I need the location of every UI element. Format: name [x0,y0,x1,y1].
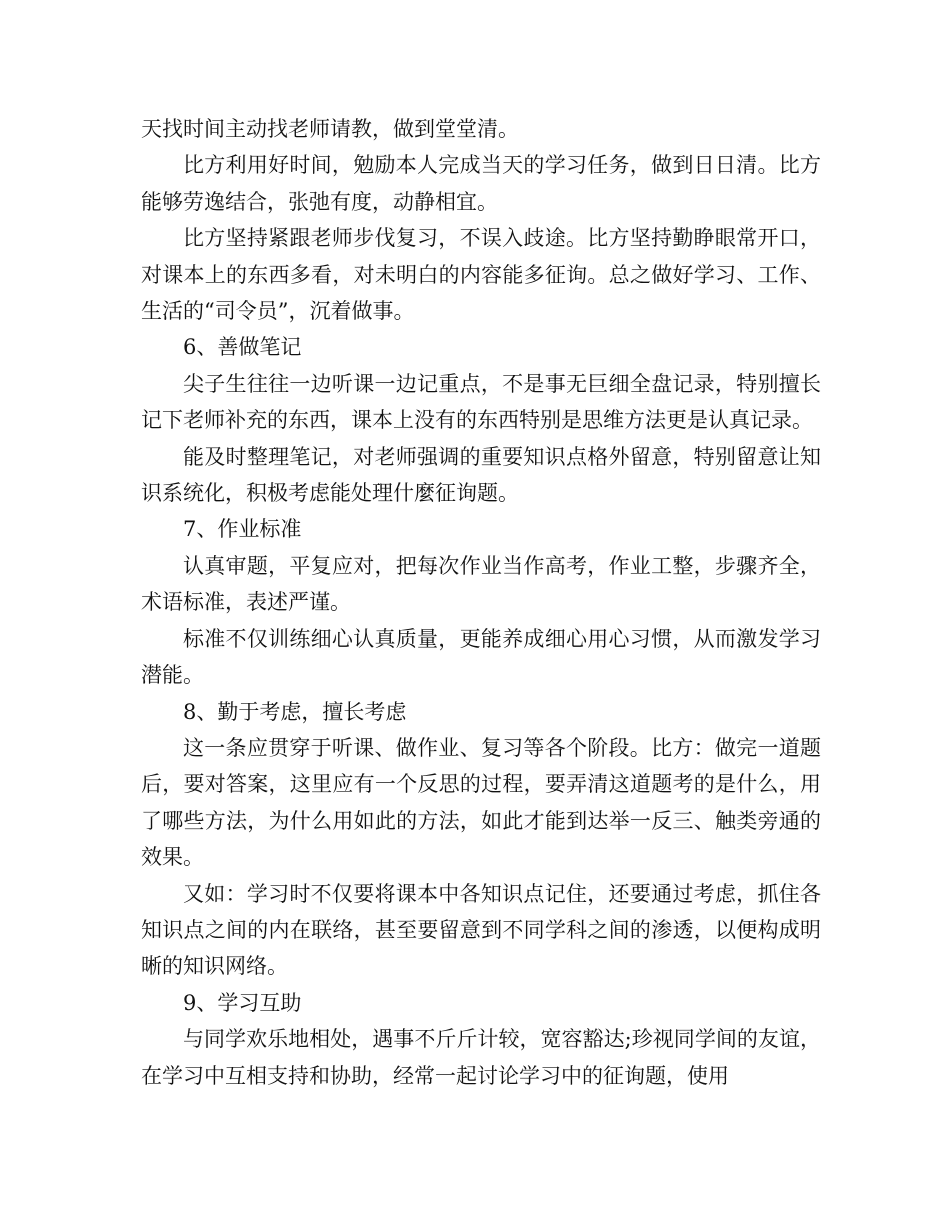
paragraph-knowledge-network: 又如：学习时不仅要将课本中各知识点记住，还要通过考虑，抓住各知识点之间的内在联络，甚至要留意到不同学科之间的渗透，以便构成明晰的知识网络。 [141,881,821,979]
paragraph-classmates: 与同学欢乐地相处，遇事不斤斤计较，宽容豁达;珍视同学间的友谊，在学习中互相支持和协助，经常一起讨论学习中的征询题，使用 [141,1027,821,1088]
heading-8-thinking: 8、勤于考虑，擅长考虑 [183,699,407,724]
paragraph-organize-notes: 能及时整理笔记，对老师强调的重要知识点格外留意，特别留意让知识系统化，积极考虑能处理什麼征询题。 [141,444,821,506]
paragraph-follow-teacher: 比方坚持紧跟老师步伐复习，不误入歧途。比方坚持勤睁眼常开口，对课本上的东西多看，对未明白的内容能多征询。总之做好学习、工作、生活的“司令员”，沉着做事。 [141,226,821,324]
paragraph-note-taking: 尖子生往往一边听课一边记重点，不是事无巨细全盘记录，特别擅长记下老师补充的东西，课本上没有的东西特别是思维方法更是认真记录。 [141,371,821,433]
paragraph-continued-ask-teacher: 天找时间主动找老师请教，做到堂堂清。 [141,117,519,141]
paragraph-reflection: 这一条应贯穿于听课、做作业、复习等各个阶段。比方：做完一道题后，要对答案，这里应有一个反思的过程，要弄清这道题考的是什么，用了哪些方法，为什么用如此的方法，如此才能到达举一反三、触类旁通的效果。 [141,735,821,870]
heading-6-notes: 6、善做笔记 [183,335,302,360]
paragraph-homework-habit: 标准不仅训练细心认真质量，更能养成细心用心习惯，从而激发学习潜能。 [141,626,821,688]
heading-7-homework: 7、作业标准 [183,517,302,542]
paragraph-homework-standard: 认真审题，平复应对，把每次作业当作高考，作业工整，步骤齐全，术语标准，表述严谨。 [141,553,821,615]
paragraph-time-management: 比方利用好时间，勉励本人完成当天的学习任务，做到日日清。比方能够劳逸结合，张弛有度，动静相宜。 [141,153,821,214]
heading-9-mutual-help: 9、学习互助 [183,990,302,1015]
document-body [141,111,821,1094]
